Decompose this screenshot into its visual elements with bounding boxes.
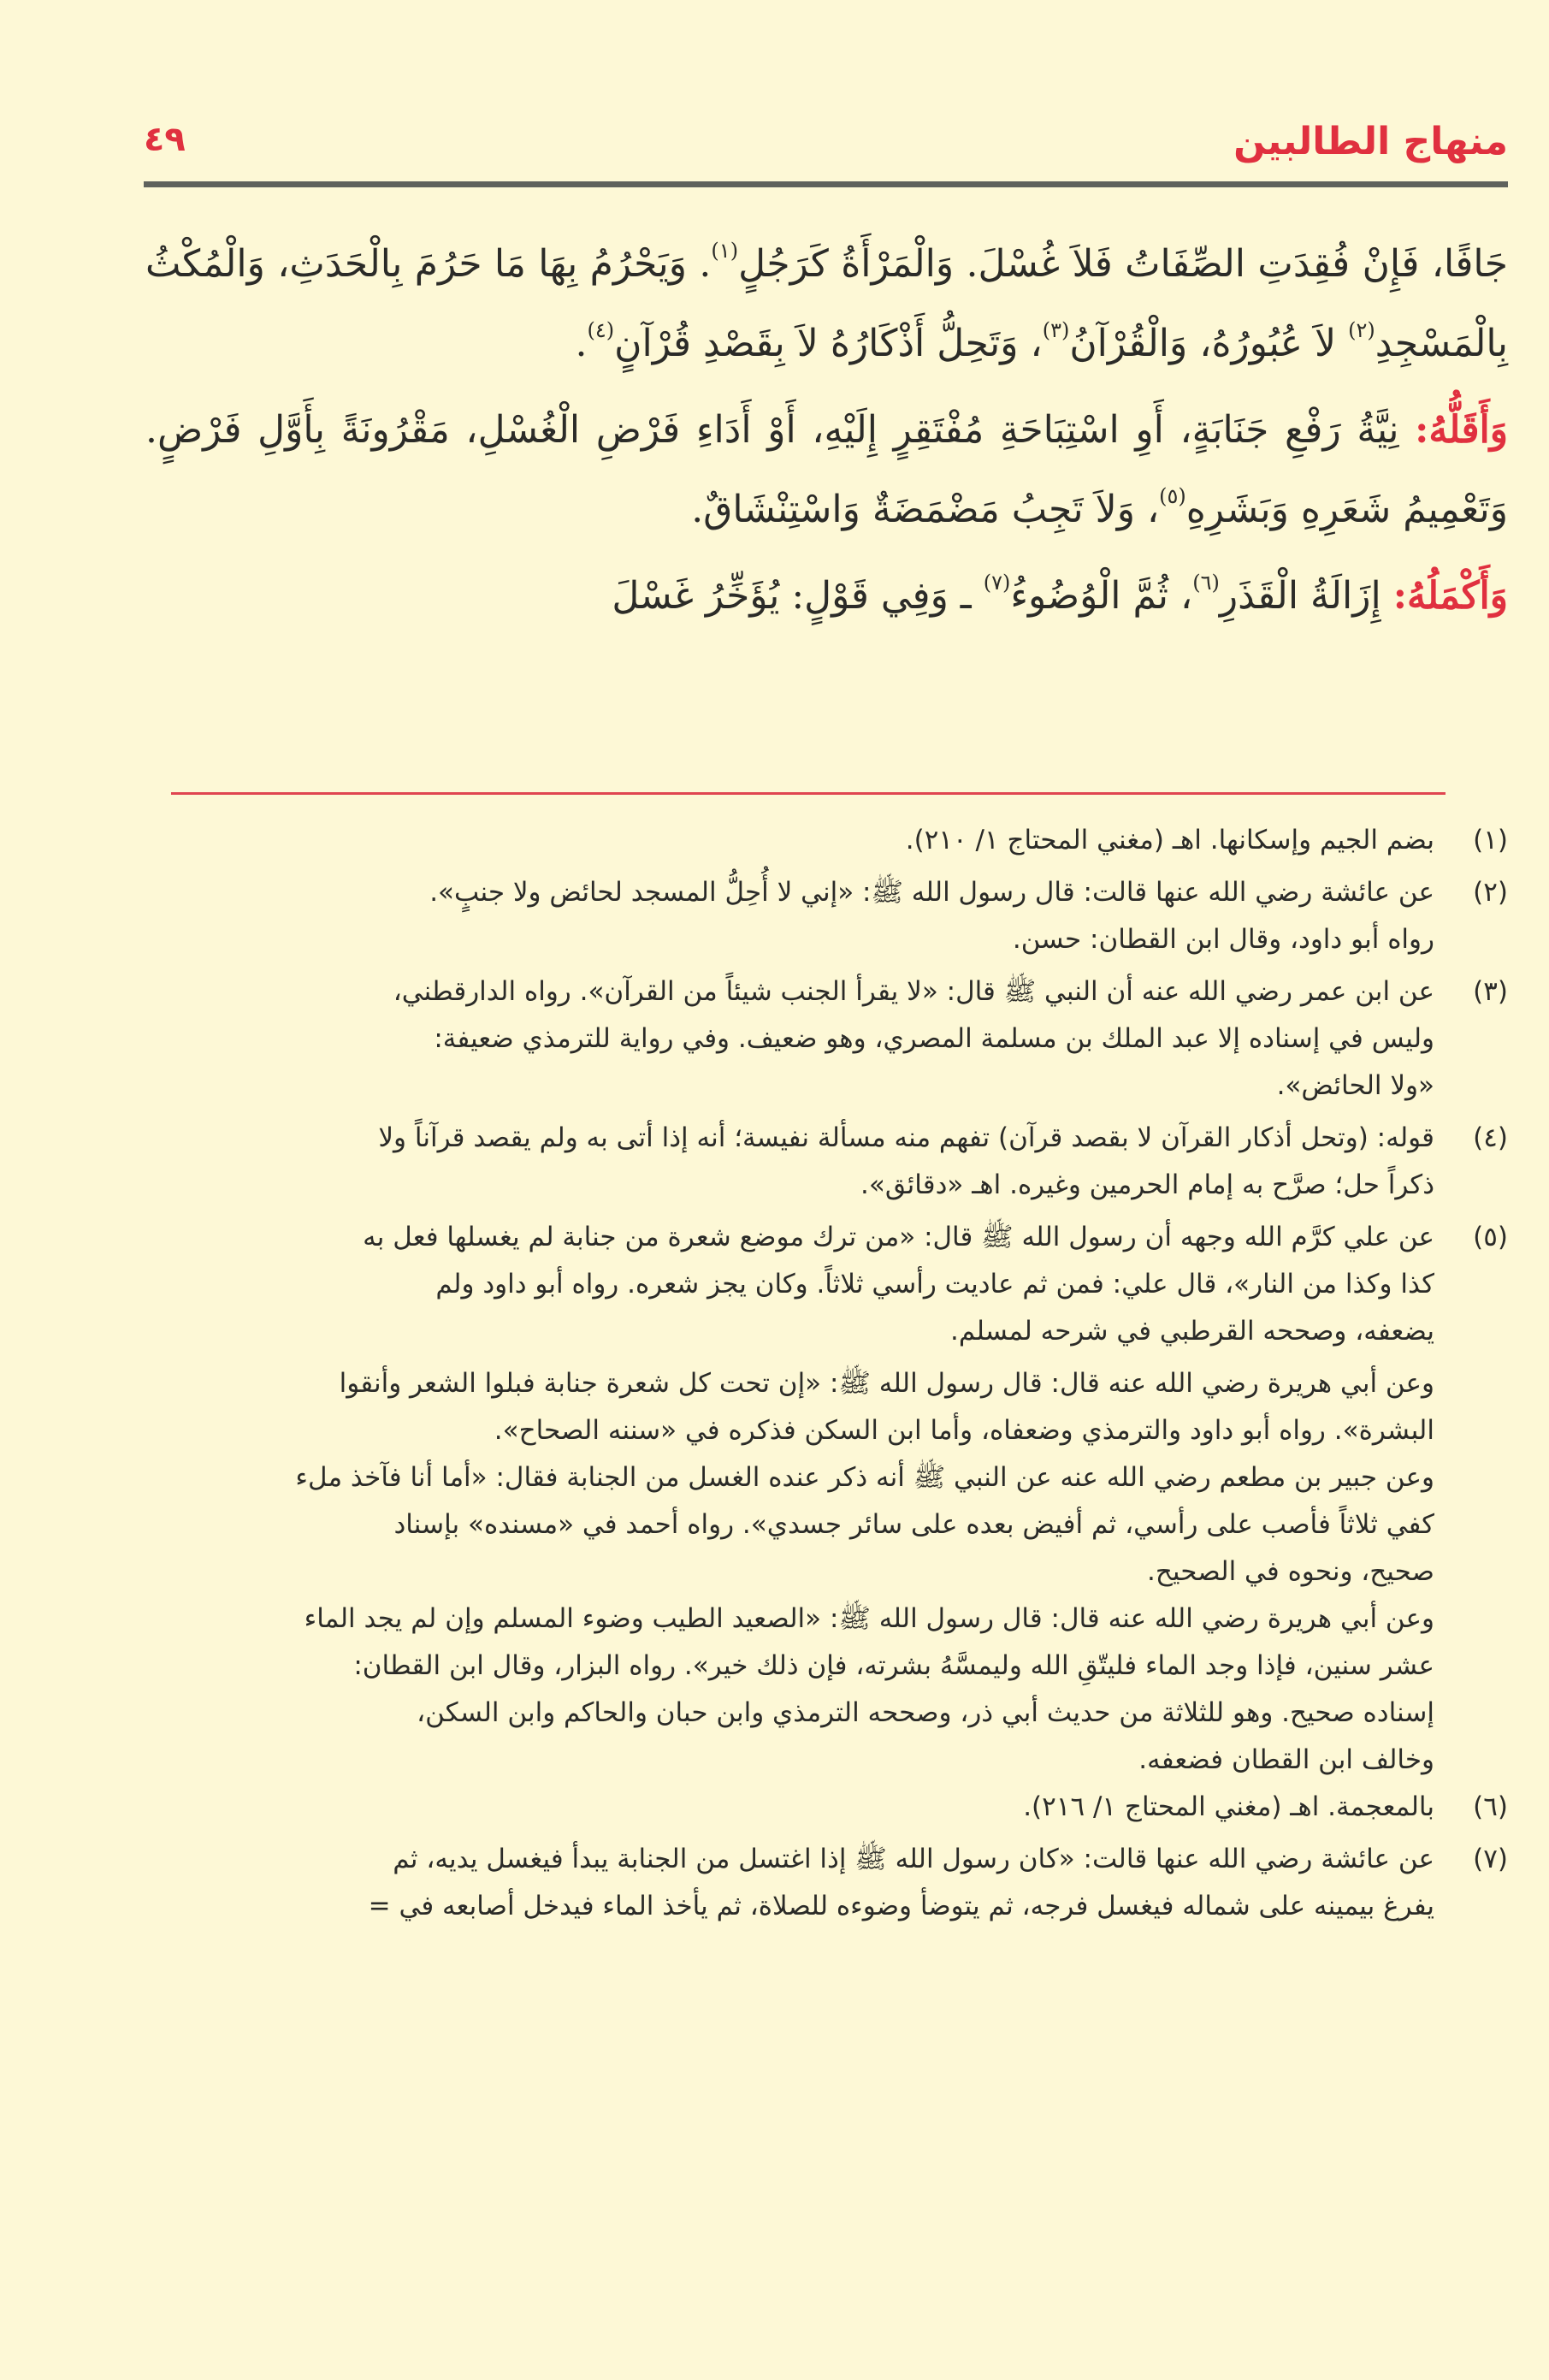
- footnote-line: عن عائشة رضي الله عنها قالت: «كان رسول الله ﷺ إذا اغتسل من الجنابة يبدأ فيغسل يديه، ثم: [393, 1844, 1434, 1874]
- paragraph-complete: [145, 556, 1508, 636]
- page-header: [144, 111, 1508, 180]
- footnote-number: (٤): [1473, 1122, 1508, 1153]
- footnote-line: وعن جبير بن مطعم رضي الله عنه عن النبي ﷺ أنه ذكر عنده الغسل من الجنابة فقال: «أما أنا فآخذ ملء: [295, 1462, 1434, 1493]
- footnote-line: كفي ثلاثاً فأصب على رأسي، ثم أفيض بعده على سائر جسدي». رواه أحمد في «مسنده» بإسناد: [393, 1509, 1434, 1540]
- footnote-ref-7[interactable]: (٧): [983, 571, 1011, 595]
- footnote-ref-4[interactable]: (٤): [587, 318, 615, 342]
- text: ، ثُمَّ الْوُضُوءُ: [1010, 574, 1193, 618]
- footnote-line: صحيح، ونحوه في الصحيح.: [1147, 1556, 1434, 1587]
- footnote-line: رواه أبو داود، وقال ابن القطان: حسن.: [1012, 924, 1434, 955]
- footnote-line: البشرة». رواه أبو داود والترمذي وضعفاه، وأما ابن السكن فذكره في «سننه الصحاح».: [494, 1415, 1434, 1446]
- footnote-line: يضعفه، وصححه القرطبي في شرحه لمسلم.: [950, 1316, 1434, 1347]
- footnote-5-continuation-1: [145, 1360, 1508, 1454]
- text: لاَ عُبُورُهُ، وَالْقُرْآنُ: [1069, 322, 1349, 365]
- footnote-line: عن علي كرَّم الله وجهه أن رسول الله ﷺ قال: «من ترك موضع شعرة من جنابة لم يغسلها فعل به: [363, 1222, 1434, 1252]
- footnote-line: بضم الجيم وإسكانها. اهـ (مغني المحتاج ١/ ٢١٠).: [905, 825, 1434, 855]
- footnote-line: «ولا الحائض».: [1276, 1070, 1434, 1101]
- footnote-number: (١): [1473, 825, 1508, 855]
- footnote-line: ذكراً حل؛ صرَّح به إمام الحرمين وغيره. اهـ «دقائق».: [860, 1169, 1434, 1200]
- footnote-5-continuation-2: [145, 1454, 1508, 1596]
- footnote-2: [145, 869, 1508, 963]
- header-divider: [144, 181, 1508, 187]
- footnote-number: (٥): [1473, 1222, 1508, 1252]
- footnote-ref-2[interactable]: (٢): [1348, 318, 1375, 342]
- footnote-5-continuation-3: [145, 1596, 1508, 1784]
- section-lead-complete: وَأَكْمَلُهُ:: [1392, 574, 1508, 618]
- footnote-divider: [171, 792, 1446, 795]
- footnote-4: [145, 1115, 1508, 1209]
- page-number: ٤٩: [144, 120, 186, 159]
- text: .: [575, 322, 588, 365]
- text: نِيَّةُ رَفْعِ جَنَابَةٍ، أَوِ اسْتِبَاحَةِ مُفْتَقِرٍ إِلَيْهِ، أَوْ أَدَاءِ فَرْضِ الْغُسْلِ، مَقْرُونَةً بِأَوَّلِ فَرْضٍ. وَتَعْمِيمُ شَعَرِهِ وَبَشَرِهِ: [145, 408, 1508, 531]
- footnotes: [145, 817, 1508, 1935]
- footnote-line: عن ابن عمر رضي الله عنه أن النبي ﷺ قال: «لا يقرأ الجنب شيئاً من القرآن». رواه الدارقطني،: [393, 976, 1434, 1007]
- footnote-line: عن عائشة رضي الله عنها قالت: قال رسول الله ﷺ: «إني لا أُحِلُّ المسجد لحائض ولا جنبٍ».: [429, 877, 1434, 908]
- footnote-line: وعن أبي هريرة رضي الله عنه قال: قال رسول الله ﷺ: «إن تحت كل شعرة جنابة فبلوا الشعر وأنقوا: [339, 1368, 1434, 1399]
- footnote-7: [145, 1836, 1508, 1930]
- footnote-line: إسناده صحيح. وهو للثلاثة من حديث أبي ذر، وصححه الترمذي وابن حبان والحاكم وابن السكن،: [417, 1697, 1434, 1728]
- footnote-ref-3[interactable]: (٣): [1042, 318, 1070, 342]
- paragraph-prohibitions: [145, 224, 1508, 383]
- footnote-ref-6[interactable]: (٦): [1192, 571, 1220, 595]
- footnote-line: عشر سنين، فإذا وجد الماء فليتّقِ الله وليمسَّهُ بشرته، فإن ذلك خير». رواه البزار، وقال ابن القطان:: [353, 1650, 1434, 1681]
- footnote-number: (٦): [1473, 1791, 1508, 1822]
- text: ، وَتَحِلُّ أَذْكَارُهُ لاَ بِقَصْدِ قُرْآنٍ: [614, 322, 1043, 365]
- footnote-line: كذا وكذا من النار»، قال علي: فمن ثم عاديت رأسي ثلاثاً. وكان يجز شعره. رواه أبو داود ولم: [435, 1269, 1434, 1300]
- footnote-line: قوله: (وتحل أذكار القرآن لا بقصد قرآن) تفهم منه مسألة نفيسة؛ أنه إذا أتى به ولم يقصد قرآناً ولا: [378, 1122, 1434, 1153]
- footnote-line: وخالف ابن القطان فضعفه.: [1138, 1744, 1434, 1775]
- text: إِزَالَةُ الْقَذَرِ: [1219, 574, 1393, 618]
- footnote-3: [145, 968, 1508, 1110]
- footnote-1: [145, 817, 1508, 864]
- section-lead-minimum: وَأَقَلُّهُ:: [1415, 408, 1508, 452]
- text: ، وَلاَ تَجِبُ مَضْمَضَةٌ وَاسْتِنْشَاقٌ.: [691, 488, 1160, 531]
- text: جَافًا، فَإِنْ فُقِدَتِ الصِّفَاتُ فَلاَ غُسْلَ. وَالْمَرْأَةُ كَرَجُلٍ: [738, 242, 1508, 286]
- footnote-number: (٢): [1473, 877, 1508, 908]
- footnote-number: (٣): [1473, 976, 1508, 1007]
- footnote-6: [145, 1784, 1508, 1831]
- paragraph-minimum: [145, 390, 1508, 549]
- footnote-5: [145, 1214, 1508, 1355]
- footnote-line: وليس في إسناده إلا عبد الملك بن مسلمة المصري، وهو ضعيف. وفي رواية للترمذي ضعيفة:: [434, 1023, 1434, 1054]
- footnote-number: (٧): [1473, 1844, 1508, 1874]
- main-text: [145, 224, 1508, 642]
- footnote-line: يفرغ بيمينه على شماله فيغسل فرجه، ثم يتوضأ وضوءه للصلاة، ثم يأخذ الماء فيدخل أصابعه في =: [368, 1891, 1434, 1921]
- text: . وَيَحْرُمُ بِهَا مَا حَرُمَ بِالْحَدَثِ، وَالْمُكْثُ بِالْمَسْجِدِ: [145, 242, 1508, 365]
- footnote-line: بالمعجمة. اهـ (مغني المحتاج ١/ ٢١٦).: [1023, 1791, 1434, 1822]
- running-title: منهاج الطالبين: [1233, 120, 1508, 163]
- footnote-ref-1[interactable]: (١): [711, 239, 739, 263]
- footnote-line: وعن أبي هريرة رضي الله عنه قال: قال رسول الله ﷺ: «الصعيد الطيب وضوء المسلم وإن لم يجد الماء: [304, 1603, 1434, 1634]
- footnote-ref-5[interactable]: (٥): [1159, 484, 1186, 508]
- text: ـ وَفِي قَوْلٍ: يُؤَخِّرُ غَسْلَ: [612, 574, 984, 618]
